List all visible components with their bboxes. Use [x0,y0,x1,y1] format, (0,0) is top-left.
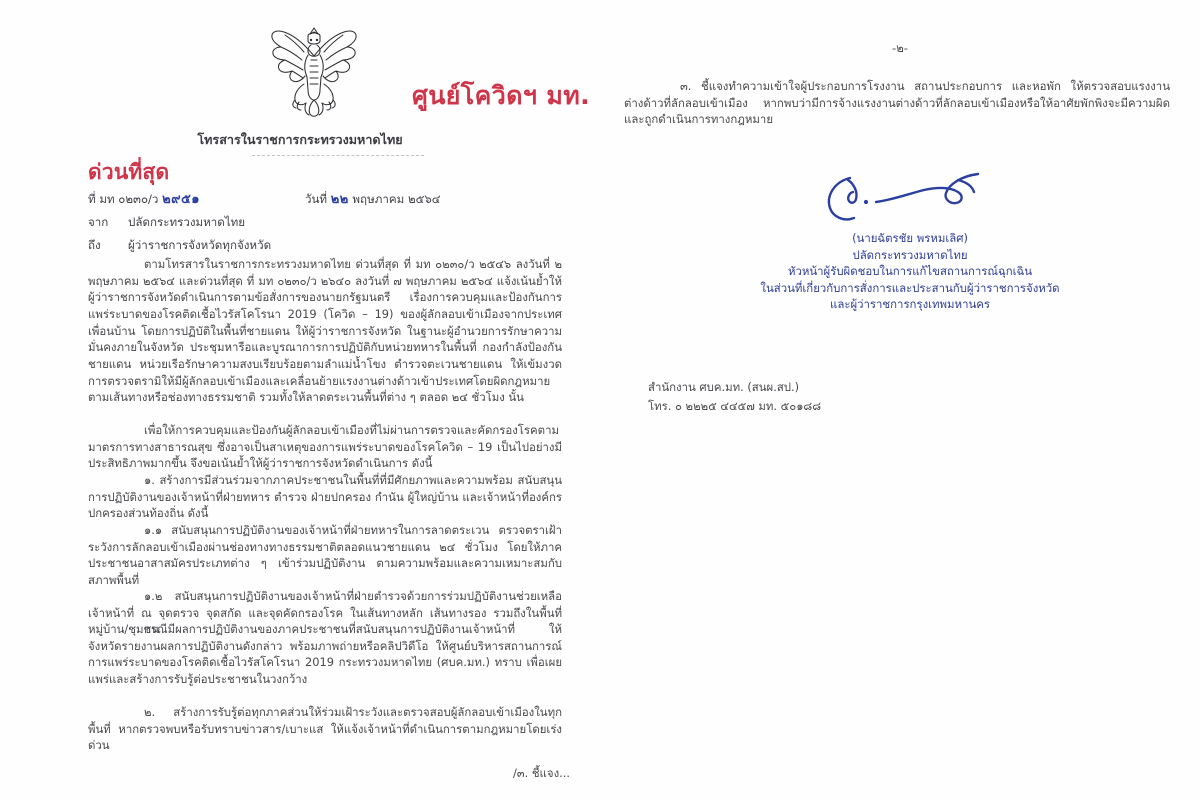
paragraph-text: ๑.๒ สนับสนุนการปฏิบัติงานของเจ้าหน้าที่ฝ่ายตำรวจด้วยการร่วมปฏิบัติงานช่วยเหลือเจ้าหน้าที่ ณ จุดตรวจ จุดสกัด และจุดคัดกรองโรค ในเส้นทางหลัก เส้นทางรอง รวมถึงในพื้นที่หมู่บ้าน/ชุมชน [88,589,562,637]
doc-number-value: ๒๙๕๑ [162,192,200,207]
signer-title-1: ปลัดกระทรวงมหาดไทย [852,247,968,262]
office-phone: โทร. ๐ ๒๒๒๕ ๔๔๕๗ มท. ๕๐๑๘๘ [648,399,822,413]
paragraph-reporting [88,621,562,688]
signer-title-4: และผู้ว่าราชการกรุงเทพมหานคร [830,297,990,312]
paragraph-purpose [88,422,562,472]
paragraph-text: กรณีมีผลการปฏิบัติงานของภาคประชาชนที่สนับสนุนการปฏิบัติงานเจ้าหน้าที่ ให้จังหวัดรายงานผลการปฏิบัติงานดังกล่าว พร้อมภาพถ่ายหรือคลิปวิดีโอ ให้ศูนย์บริหารสถานการณ์การแพร่ระบาดของโรคติดเชื้อไวรัสโคโรนา 2019 กระทรวงมหาดไทย (ศบค.มท.) ทราบ เพื่อเผยแพร่และสร้างการรับรู้ต่อประชาชนในวงกว้าง [88,622,562,686]
paragraph-item-1-1 [88,522,562,589]
signature-mark-icon [810,166,1010,228]
from-value: ปลัดกระทรวงมหาดไทย [128,215,246,229]
paragraph-text: ตามโทรสารในราชการกระทรวงมหาดไทย ด่วนที่สุด ที่ มท ๐๒๓๐/ว ๒๕๔๖ ลงวันที่ ๒ พฤษภาคม ๒๕๖๔ และด่วนที่สุด ที่ มท ๐๒๓๐/ว ๒๖๔๐ ลงวันที่ ๗ พฤษภาคม ๒๕๖๔ แจ้งเน้นย้ำให้ผู้ว่าราชการจังหวัดดำเนินการตามข้อสั่งการของนายกรัฐมนตรี เรื่องการควบคุมและป้องกันการแพร่ระบาดของโรคติดเชื้อไวรัสโคโรนา 2019 (โควิด – 19) ของผู้ลักลอบเข้าเมืองจากประเทศเพื่อนบ้าน โดยการปฏิบัติในพื้นที่ชายแดน ให้ผู้ว่าราชการจังหวัด ในฐานะผู้อำนวยการรักษาความมั่นคงภายในจังหวัด ประชุมหารือและบูรณาการการปฏิบัติกับหน่วยทหารในพื้นที่ กองกำลังป้องกันชายแดน หน่วยเรือรักษาความสงบเรียบร้อยตามลำแม่น้ำโขง ตำรวจตะเวนชายแดน ให้เข้มงวดการตรวจตรามิให้มีผู้ลักลอบเข้าเมืองและเคลื่อนย้ายแรงงานต่างด้าวเข้าประเทศโดยผิดกฎหมายตามเส้นทางหรือช่องทางธรรมชาติ รวมทั้งให้ลาดตระเวนพื้นที่ต่าง ๆ ตลอด ๒๔ ชั่วโมง นั้น [88,257,562,405]
urgent-label: ด่วนที่สุด [88,160,170,184]
header-divider [252,155,424,156]
signer-title-3: ในส่วนที่เกี่ยวกับการสั่งการและประสานกับผู้ว่าราชการจังหวัด [760,280,1060,295]
to-value: ผู้ว่าราชการจังหวัดทุกจังหวัด [128,238,272,252]
office-name: สำนักงาน ศบค.มท. (สนผ.สป.) [648,380,800,394]
signature-block [700,166,1120,313]
office-contact-block [648,378,821,416]
paragraph-item-2 [88,704,562,754]
paragraph-intro [88,256,562,406]
covid-center-stamp: ศูนย์โควิดฯ มท. [412,81,591,110]
signer-name: (นายฉัตรชัย พรหมเลิศ) [852,231,968,245]
paragraph-item-1 [88,472,562,522]
date-row [305,188,441,209]
paragraph-item-3 [624,78,1170,128]
paragraph-text: ๒. สร้างการรับรู้ต่อทุกภาคส่วนให้ร่วมเฝ้าระวังและตรวจสอบผู้ลักลอบเข้าเมืองในทุกพื้นที่ หากตรวจพบหรือรับทราบข่าวสาร/เบาะแส ให้แจ้งเจ้าหน้าที่ดำเนินการตามกฎหมายโดยเร่งด่วน [88,705,562,753]
continuation-marker: /๓. ชี้แจง... [512,766,570,780]
date-day-value: ๒๒ [330,192,349,207]
paragraph-text: ๓. ชี้แจงทำความเข้าใจผู้ประกอบการโรงงาน สถานประกอบการ และหอพัก ให้ตรวจสอบแรงงานต่างด้าวที่ลักลอบเข้าเมือง หากพบว่ามีการจ้างแรงงานต่างด้าวที่ลักลอบเข้าเมืองหรือให้อาศัยพักพิงจะมีความผิดและถูกดำเนินการทางกฎหมาย [624,79,1170,127]
paragraph-text: เพื่อให้การควบคุมและป้องกันผู้ลักลอบเข้าเมืองที่ไม่ผ่านการตรวจและคัดกรองโรคตามมาตรการทางสาธารณสุข ซึ่งอาจเป็นสาเหตุของการแพร่ระบาดของโรคโควิด – 19 เป็นไปอย่างมีประสิทธิภาพมากขึ้น จึงขอเน้นย้ำให้ผู้ว่าราชการจังหวัดดำเนินการ ดังนี้ [88,423,562,471]
date-label: วันที่ [305,192,328,206]
paragraph-text: ๑.๑ สนับสนุนการปฏิบัติงานของเจ้าหน้าที่ฝ่ายทหารในการลาดตระเวน ตรวจตราเฝ้าระวังการลักลอบเข้าเมืองผ่านช่องทางทางธรรมชาติตลอดแนวชายแดน ๒๔ ชั่วโมง โดยให้ภาคประชาชนอาสาสมัครประเภทต่าง ๆ เข้าร่วมปฏิบัติงาน ตามความพร้อมและความเหมาะสมกับสภาพพื้นที่ [88,523,562,587]
date-month-year: พฤษภาคม ๒๕๖๔ [352,192,441,206]
page-number: -๒- [892,41,908,55]
signer-title-2: หัวหน้าผู้รับผิดชอบในการแก้ไขสถานการณ์ฉุกเฉิน [787,264,1033,279]
fax-title: โทรสารในราชการกระทรวงมหาดไทย [197,132,403,147]
from-label: จาก [88,215,109,229]
paragraph-text: ๑. สร้างการมีส่วนร่วมจากภาคประชาชนในพื้นที่ที่มีศักยภาพและความพร้อม สนับสนุนการปฏิบัติงานของเจ้าหน้าที่ฝ่ายทหาร ตำรวจ ฝ่ายปกครอง กำนัน ผู้ใหญ่บ้าน และเจ้าหน้าที่องค์กรปกครองส่วนท้องถิ่น ดังนี้ [88,473,562,521]
to-label: ถึง [88,238,101,252]
garuda-emblem [268,22,360,118]
doc-number-row [88,188,200,209]
doc-number-label: ที่ มท ๐๒๓๐/ว [88,192,159,206]
